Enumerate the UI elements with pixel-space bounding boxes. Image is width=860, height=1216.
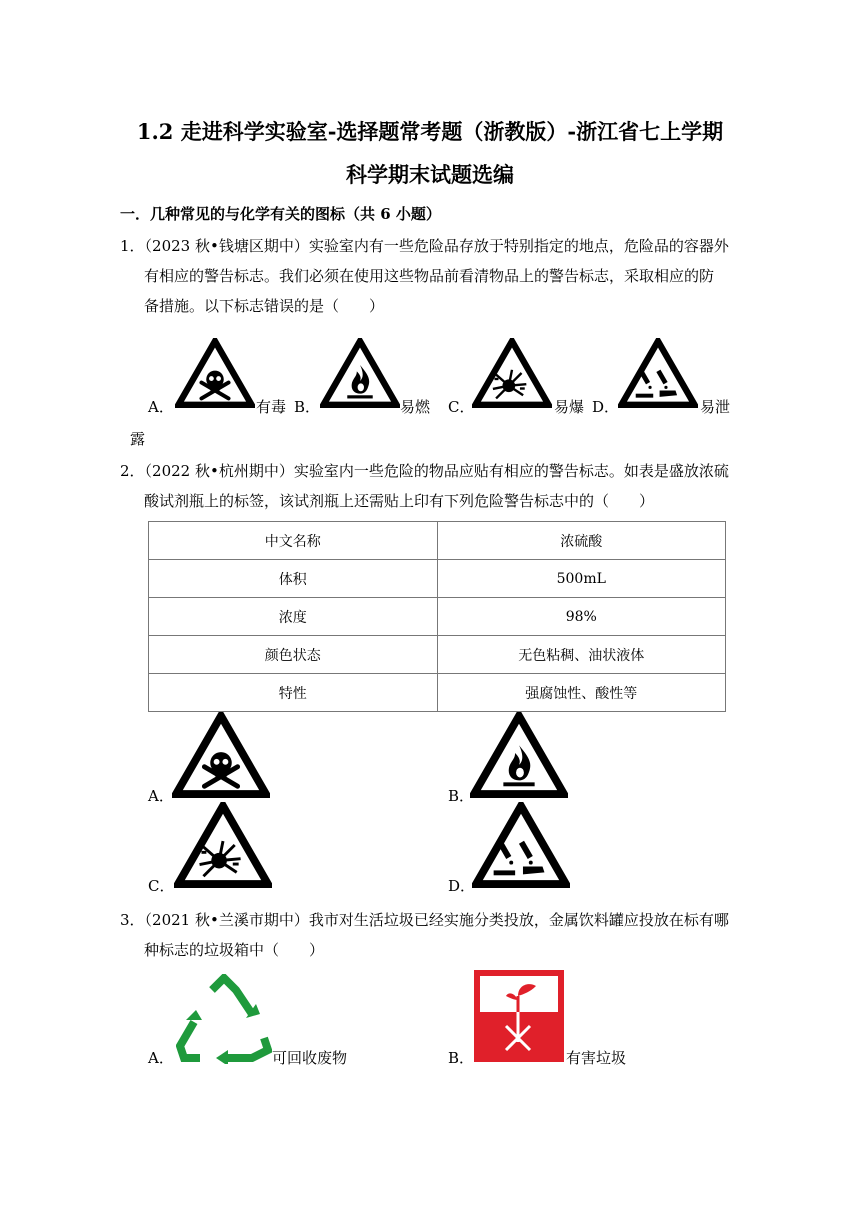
- question-2-text: [120, 456, 740, 516]
- q3-option-b-letter: B．: [448, 1049, 475, 1067]
- q1-option-a-letter: A．: [148, 398, 174, 416]
- recycle-sign-icon: [176, 974, 272, 1064]
- table-cell: 特性: [149, 674, 438, 712]
- q1-line3: 备措施。以下标志错误的是（ ）: [144, 297, 385, 315]
- explosive-sign-icon: [174, 802, 272, 888]
- q1-line1: 1．（2023 秋•钱塘区期中）实验室内有一些危险品存放于特别指定的地点，危险品的容器外: [120, 237, 729, 255]
- doc-title-line1: 1.2 走进科学实验室-选择题常考题（浙教版）-浙江省七上学期: [136, 119, 724, 144]
- corrosive-sign-icon: [472, 802, 570, 888]
- table-row: [149, 674, 726, 712]
- q1-option-b-label: 易燃: [400, 398, 431, 416]
- question-3-text: [120, 905, 740, 965]
- q2-line1: 2．（2022 秋•杭州期中）实验室内一些危险的物品应贴有相应的警告标志。如表是盛放浓硫: [120, 462, 729, 480]
- table-cell: 浓度: [149, 598, 438, 636]
- question-1-text: [120, 231, 740, 321]
- section-heading: 一．几种常见的与化学有关的图标（共 6 小题）: [120, 205, 441, 223]
- q3-option-a-letter: A．: [148, 1049, 174, 1067]
- table-cell: 浓硫酸: [437, 522, 726, 560]
- table-cell: 500mL: [437, 560, 726, 598]
- table-cell: 98%: [437, 598, 726, 636]
- q1-line2: 有相应的警告标志。我们必须在使用这些物品前看清物品上的警告标志，采取相应的防: [144, 267, 715, 285]
- q3-option-a-label: 可回收废物: [272, 1049, 348, 1067]
- q2-option-d-letter: D．: [448, 877, 476, 895]
- table-cell: 颜色状态: [149, 636, 438, 674]
- table-row: [149, 598, 726, 636]
- q1-option-d-letter: D．: [592, 398, 620, 416]
- q1-option-a-label: 有毒: [256, 398, 287, 416]
- corrosive-sign-icon: [618, 338, 698, 408]
- explosive-sign-icon: [472, 338, 552, 408]
- q3-line2: 种标志的垃圾箱中（ ）: [144, 941, 325, 959]
- q3-option-b-label: 有害垃圾: [566, 1049, 627, 1067]
- q3-line1: 3．（2021 秋•兰溪市期中）我市对生活垃圾已经实施分类投放，金属饮料罐应投放在标有哪: [120, 911, 729, 929]
- table-row: [149, 560, 726, 598]
- doc-title-line2: 科学期末试题选编: [346, 162, 514, 187]
- table-cell: 强腐蚀性、酸性等: [437, 674, 726, 712]
- hazardous-waste-sign-icon: [474, 970, 564, 1062]
- flammable-sign-icon: [470, 712, 568, 798]
- table-cell: 无色粘稠、油状液体: [437, 636, 726, 674]
- q2-option-b-letter: B．: [448, 787, 475, 805]
- poison-sign-icon: [175, 338, 255, 408]
- q1-option-c-letter: C．: [448, 398, 475, 416]
- flammable-sign-icon: [320, 338, 400, 408]
- table-row: [149, 636, 726, 674]
- q1-option-d-label: 易泄: [700, 398, 731, 416]
- q2-line2: 酸试剂瓶上的标签，该试剂瓶上还需贴上印有下列危险警告标志中的（ ）: [144, 492, 655, 510]
- poison-sign-icon: [172, 712, 270, 798]
- q1-option-c-label: 易爆: [554, 398, 585, 416]
- q2-option-c-letter: C．: [148, 877, 175, 895]
- q1-wrap-text: 露: [130, 430, 146, 448]
- q1-option-b-letter: B．: [294, 398, 321, 416]
- table-cell: 中文名称: [149, 522, 438, 560]
- label-table: [148, 521, 726, 712]
- q2-option-a-letter: A．: [148, 787, 174, 805]
- table-row: [149, 522, 726, 560]
- table-cell: 体积: [149, 560, 438, 598]
